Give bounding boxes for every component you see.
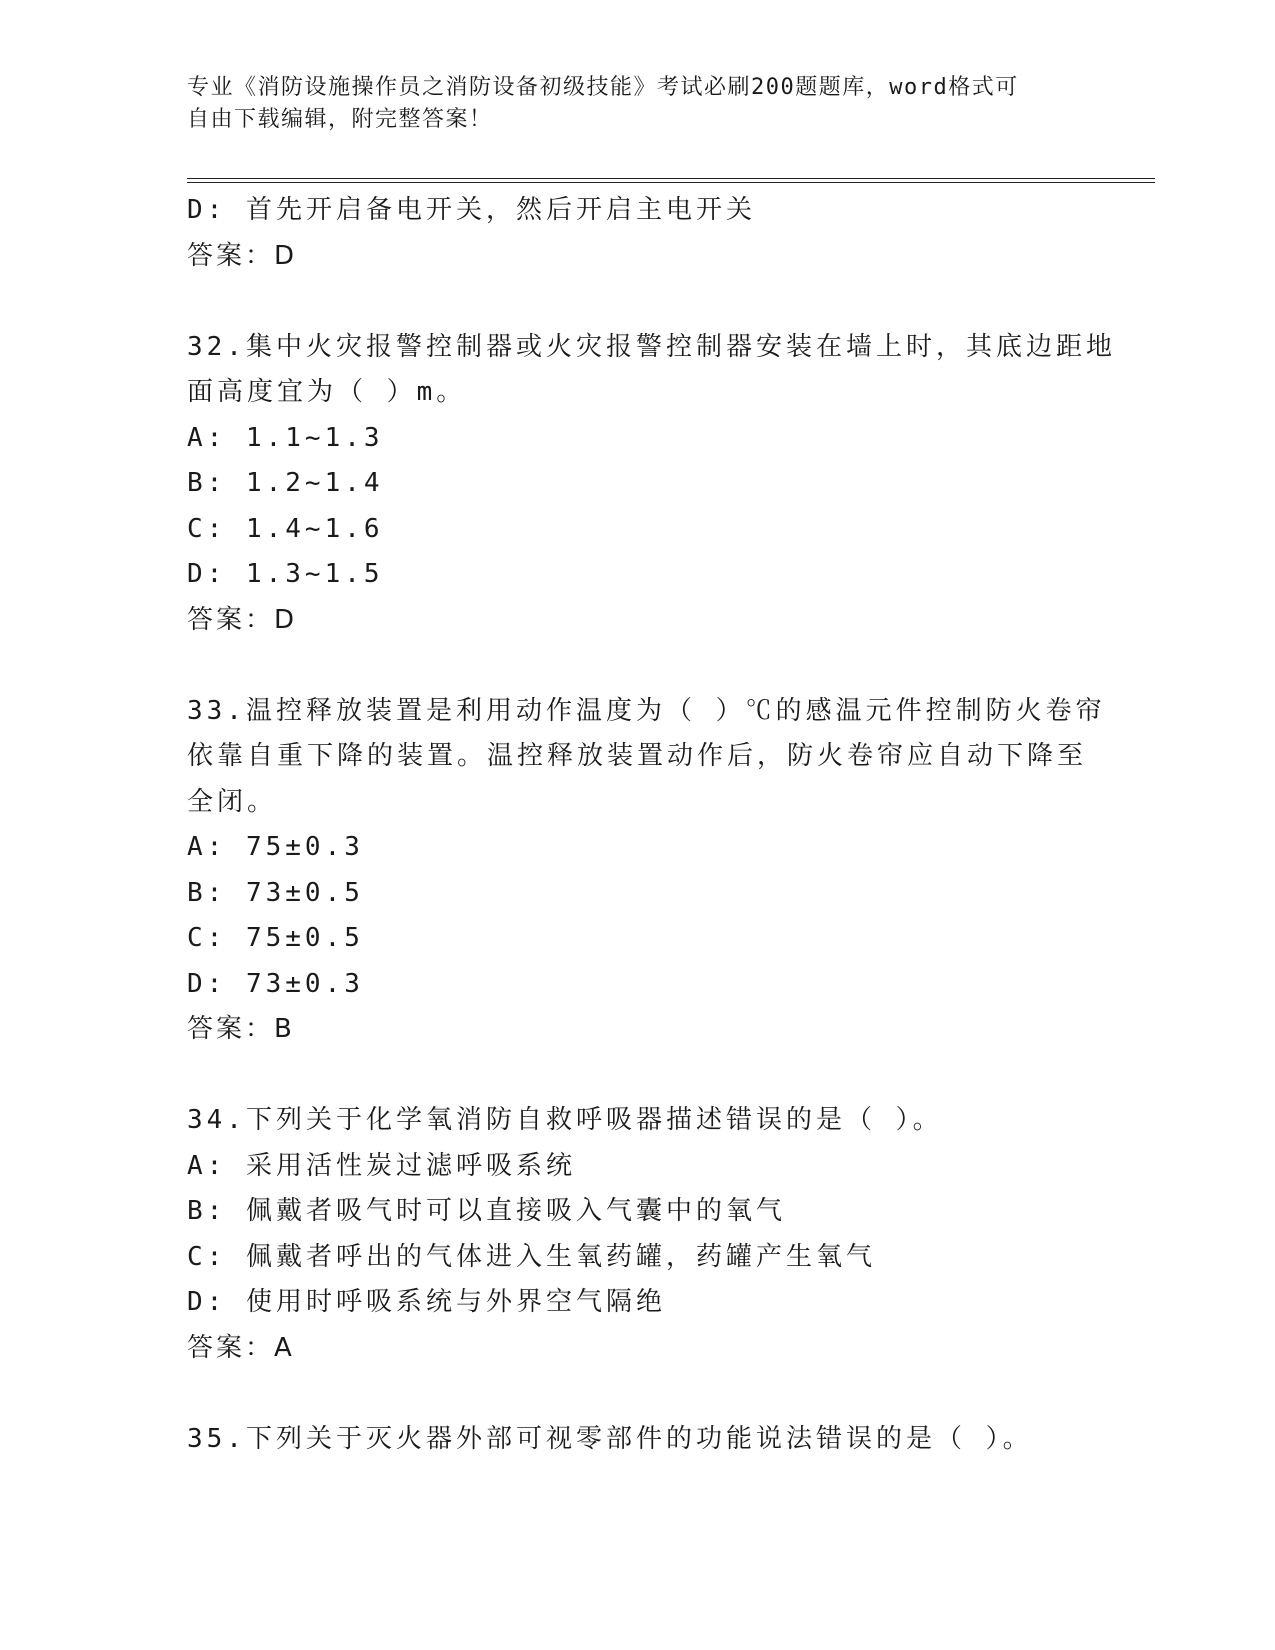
question-block xyxy=(187,325,1116,644)
question-line: C: 佩戴者呼出的气体进入生氧药罐，药罐产生氧气 xyxy=(187,1241,876,1272)
question-line: 34.下列关于化学氧消防自救呼吸器描述错误的是（ ）。 xyxy=(187,1105,943,1135)
header-divider xyxy=(187,178,1155,179)
header-line-1: 专业《消防设施操作员之消防设备初级技能》考试必刷200题题库，word格式可 xyxy=(187,75,1019,100)
question-block xyxy=(187,689,1106,1053)
answer-line: 答案：D xyxy=(187,604,298,635)
question-line: C: 1.4~1.6 xyxy=(187,513,384,544)
answer-line: 答案：B xyxy=(187,1014,295,1044)
question-line: D: 73±0.3 xyxy=(187,968,364,999)
question-line: 面高度宜为（ ）m。 xyxy=(187,377,467,407)
question-line: 35.下列关于灭火器外部可视零部件的功能说法错误的是（ ）。 xyxy=(187,1423,1033,1454)
header-line-2: 自由下载编辑，附完整答案！ xyxy=(187,107,493,132)
answer-line: 答案：D xyxy=(187,240,298,271)
question-line: 33.温控释放装置是利用动作温度为（ ）℃的感温元件控制防火卷帘 xyxy=(187,695,1106,726)
question-line: B: 佩戴者吸气时可以直接吸入气囊中的氧气 xyxy=(187,1196,786,1226)
question-line: 全闭。 xyxy=(187,786,278,817)
question-list xyxy=(187,188,1116,1462)
block-spacer xyxy=(187,279,1087,325)
question-line: D: 首先开启备电开关，然后开启主电开关 xyxy=(187,195,756,225)
header-divider-secondary xyxy=(187,182,1155,183)
question-line: 依靠自重下降的装置。温控释放装置动作后，防火卷帘应自动下降至 xyxy=(187,741,1088,771)
question-line: A: 采用活性炭过滤呼吸系统 xyxy=(187,1150,576,1181)
question-line: 32.集中火灾报警控制器或火灾报警控制器安装在墙上时，其底边距地 xyxy=(187,331,1116,362)
block-spacer xyxy=(187,1053,1087,1099)
question-block xyxy=(187,1417,1087,1463)
question-line: B: 1.2~1.4 xyxy=(187,468,384,498)
question-line: B: 73±0.5 xyxy=(187,877,364,908)
question-line: C: 75±0.5 xyxy=(187,923,364,953)
block-spacer xyxy=(187,1371,1087,1417)
question-line: D: 使用时呼吸系统与外界空气隔绝 xyxy=(187,1287,666,1317)
question-block xyxy=(187,1098,1087,1371)
answer-line: 答案：A xyxy=(187,1332,295,1363)
question-line: D: 1.3~1.5 xyxy=(187,559,384,589)
block-spacer xyxy=(187,643,1087,689)
question-block xyxy=(187,188,1087,279)
question-line: A: 75±0.3 xyxy=(187,832,364,862)
page-header xyxy=(187,72,1067,136)
question-line: A: 1.1~1.3 xyxy=(187,422,384,453)
